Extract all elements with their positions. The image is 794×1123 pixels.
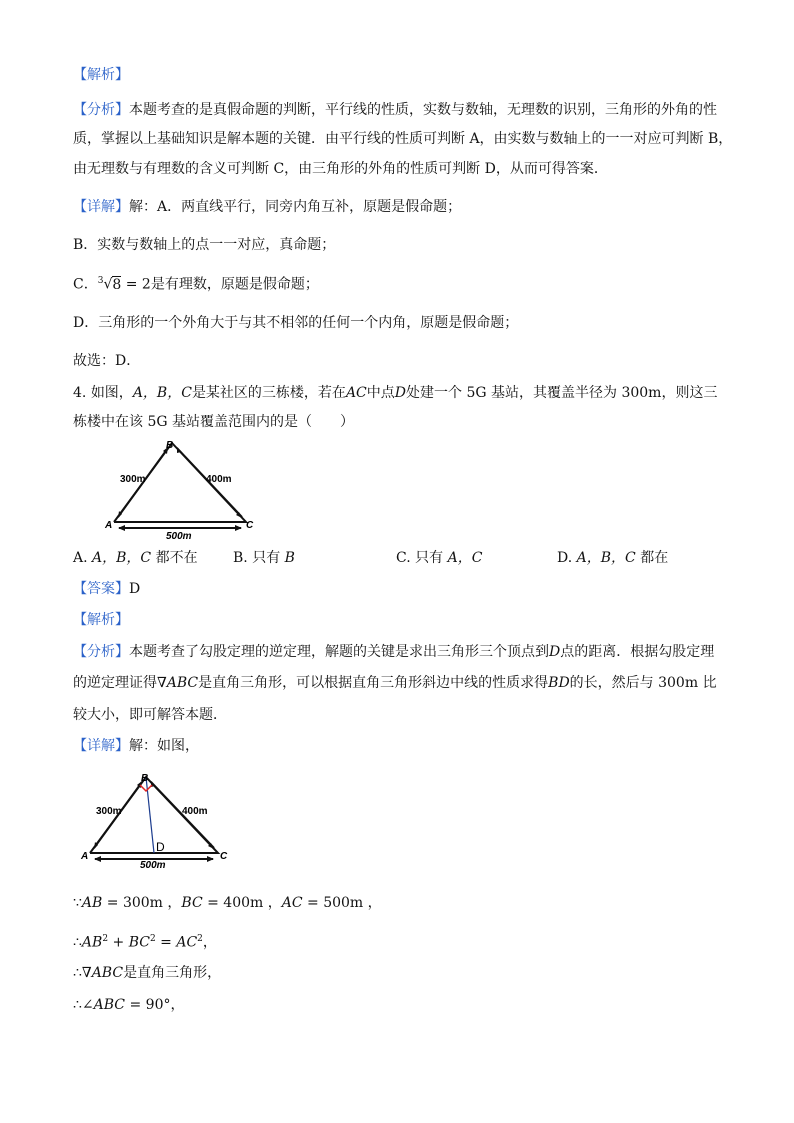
side-bc-length: 400m	[206, 474, 232, 485]
detail-line-d: D．三角形的一个外角大于与其不相邻的任何一个内角，原题是假命题；	[73, 315, 519, 331]
step-3: ∴∇ABC是直角三角形，	[73, 965, 222, 981]
vertex-a-label: A	[105, 520, 113, 531]
side-ab-length: 300m	[120, 474, 146, 485]
answer-value: D	[129, 581, 141, 597]
detail-line-a: 【详解】解：A．两直线平行，同旁内角互补，原题是假命题；	[73, 199, 462, 215]
section-tag-daan: 【答案】	[73, 581, 129, 597]
section-tag-fenxi-2: 【分析】	[73, 644, 129, 660]
detail-line-c: C．$^3$√8 = 2是有理数，原题是假命题；	[73, 276, 319, 293]
analysis2-line-3: 较大小，即可解答本题．	[73, 707, 227, 723]
answer-tag-line	[73, 578, 140, 600]
option-b[interactable]: B. 只有 B	[233, 550, 295, 566]
option-d[interactable]: D. A，B，C 都在	[557, 550, 669, 566]
root-index: 3	[97, 276, 104, 286]
side-ab-length: 300m	[96, 806, 122, 817]
detail-line-b: B．实数与数轴上的点一一对应，真命题；	[73, 237, 336, 253]
vertex-b-label: B	[166, 440, 174, 451]
vertex-c-label: C	[220, 851, 228, 862]
question-line-1: 4. 如图，A，B，C是某社区的三栋楼，若在AC中点D处建一个 5G 基站，其覆盖半径为 300m，则这三	[73, 385, 718, 401]
section-tag-xiangjie: 【详解】	[73, 199, 129, 215]
detail2-line-1: 【详解】解：如图，	[73, 738, 199, 754]
step-2: $\therefore AB^2 + BC^2 = AC^2$，	[73, 934, 217, 951]
step-1: ∵AB = 300m ，BC = 400m ，AC = 500m ，	[73, 895, 382, 911]
analysis-line-1: 【分析】本题考查的是真假命题的判断，平行线的性质，实数与数轴，无理数的识别，三角形的外角的性	[73, 102, 717, 118]
analysis2-line-2: 的逆定理证得∇ABC是直角三角形，可以根据直角三角形斜边中线的性质求得BD的长，然后与 300m 比	[73, 675, 717, 691]
section-tag-fenxi: 【分析】	[73, 102, 129, 118]
section-tag-xiangjie-2: 【详解】	[73, 738, 129, 754]
vertex-a-label: A	[81, 851, 89, 862]
analysis-line-2: 质，掌握以上基础知识是解本题的关键．由平行线的性质可判断 A，由实数与数轴上的一一对应可判断 B，	[73, 131, 733, 147]
analysis-line-3: 由无理数与有理数的含义可判断 C，由三角形的外角的性质可判断 D，从而可得答案．	[73, 161, 608, 177]
step-4: ∴∠ABC = 90°，	[73, 997, 185, 1013]
option-c[interactable]: C. 只有 A，C	[396, 550, 483, 566]
question-line-2: 栋楼中在该 5G 基站覆盖范围内的是（ ）	[73, 414, 354, 430]
side-ac-length: 500m	[140, 860, 166, 869]
triangle-figure-2	[78, 771, 238, 869]
option-a[interactable]: A. A，B，C 都不在	[73, 550, 198, 566]
radical-sign: √	[103, 276, 113, 293]
radicand: 8	[112, 276, 122, 293]
analysis2-line-1: 【分析】本题考查了勾股定理的逆定理，解题的关键是求出三角形三个顶点到D点的距离．根据勾股定理	[73, 644, 715, 660]
section-tag-jiexi-2: 【解析】	[73, 612, 129, 628]
vertex-c-label: C	[246, 520, 254, 531]
answer-line: 故选：D．	[73, 353, 141, 369]
section-tag-jiexi: 【解析】	[73, 67, 129, 83]
midpoint-d-label: D	[156, 840, 165, 854]
side-bc-length: 400m	[182, 806, 208, 817]
triangle-figure-1	[100, 438, 270, 540]
side-ac-length: 500m	[166, 531, 192, 540]
vertex-b-label: B	[141, 773, 149, 784]
